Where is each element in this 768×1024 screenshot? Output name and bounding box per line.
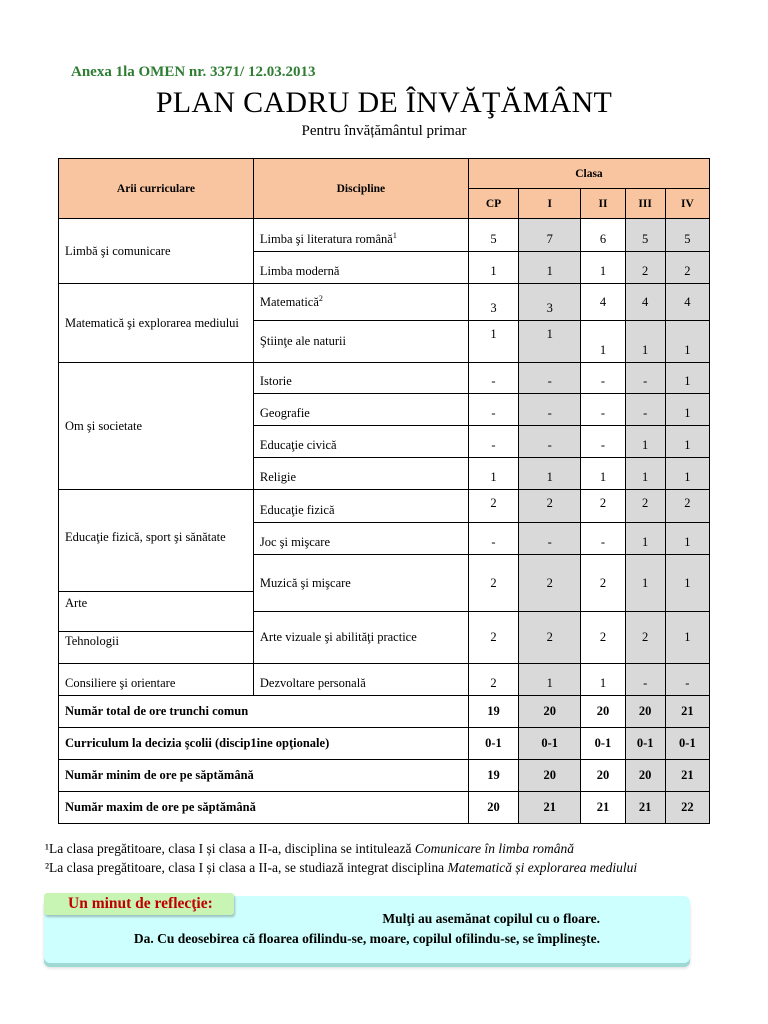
total-value: 20 (625, 696, 665, 728)
value-cell: 2 (468, 490, 518, 523)
value-cell: 2 (519, 490, 581, 523)
value-cell: 1 (625, 458, 665, 490)
total-value: 0-1 (468, 728, 518, 760)
curriculum-table (58, 158, 710, 824)
value-cell: 1 (625, 321, 665, 363)
total-row (59, 792, 710, 824)
discipline-cell: Joc şi mişcare (253, 523, 468, 555)
value-cell: 7 (519, 219, 581, 252)
header-grade-iv: IV (665, 189, 709, 219)
total-row (59, 760, 710, 792)
total-value: 21 (625, 792, 665, 824)
value-cell: 3 (468, 284, 518, 321)
discipline-cell: Limba şi literatura română$^1$ (253, 219, 468, 252)
header-class: Clasa (468, 159, 709, 189)
discipline-cell: Matematică$^2$ (253, 284, 468, 321)
value-cell: 2 (468, 612, 518, 664)
value-cell: 1 (468, 458, 518, 490)
discipline-cell: Religie (253, 458, 468, 490)
total-label: Curriculum la decizia şcolii (discip1ine opţionale) (59, 728, 469, 760)
value-cell: 1 (665, 458, 709, 490)
value-cell: - (519, 523, 581, 555)
table-row (59, 664, 710, 696)
table-row (59, 490, 710, 523)
value-cell: 1 (665, 523, 709, 555)
value-cell: - (581, 426, 625, 458)
area-cell: Om şi societate (59, 363, 254, 490)
value-cell: - (468, 394, 518, 426)
discipline-cell: Muzică şi mişcare (253, 555, 468, 612)
header-grade-iii: III (625, 189, 665, 219)
total-row (59, 728, 710, 760)
value-cell: 2 (468, 664, 518, 696)
value-cell: 4 (581, 284, 625, 321)
value-cell: 1 (468, 321, 518, 363)
area-cell: Matematică şi explorarea mediului (59, 284, 254, 363)
header-grade-i: I (519, 189, 581, 219)
discipline-cell: Limba modernă (253, 252, 468, 284)
area-cell: Limbă şi comunicare (59, 219, 254, 284)
total-value: 20 (468, 792, 518, 824)
value-cell: - (519, 426, 581, 458)
value-cell: - (468, 426, 518, 458)
page-subtitle: Pentru învățământul primar (301, 123, 467, 139)
area-cell: Tehnologii (59, 632, 254, 664)
reflection-quote-line-1: Mulţi au asemănat copilul cu o floare. (382, 911, 600, 926)
value-cell: 4 (665, 284, 709, 321)
area-cell: Arte (59, 592, 254, 632)
value-cell: 1 (665, 555, 709, 612)
table-row (59, 363, 710, 394)
total-value: 21 (581, 792, 625, 824)
value-cell: - (625, 394, 665, 426)
value-cell: 2 (519, 555, 581, 612)
value-cell: 1 (581, 321, 625, 363)
footnote-2: ²La clasa pregătitoare, clasa I și clasa a II-a, se studiază integrat disciplina Matematică și explorarea mediului (45, 860, 638, 875)
value-cell: 2 (625, 252, 665, 284)
header-grade-ii: II (581, 189, 625, 219)
value-cell: - (468, 523, 518, 555)
header-grade-cp: CP (468, 189, 518, 219)
total-value: 0-1 (519, 728, 581, 760)
discipline-cell: Ştiinţe ale naturii (253, 321, 468, 363)
value-cell: 1 (665, 363, 709, 394)
discipline-cell: Geografie (253, 394, 468, 426)
value-cell: 2 (581, 612, 625, 664)
total-label: Număr total de ore trunchi comun (59, 696, 469, 728)
discipline-cell: Educaţie civică (253, 426, 468, 458)
total-label: Număr minim de ore pe săptămână (59, 760, 469, 792)
value-cell: 2 (519, 612, 581, 664)
table-row (59, 284, 710, 321)
value-cell: 2 (625, 612, 665, 664)
discipline-cell: Educaţie fizică (253, 490, 468, 523)
discipline-cell: Arte vizuale şi abilităţi practice (253, 612, 468, 664)
value-cell: 1 (581, 458, 625, 490)
value-cell: 4 (625, 284, 665, 321)
total-value: 20 (625, 760, 665, 792)
total-value: 0-1 (665, 728, 709, 760)
value-cell: - (581, 523, 625, 555)
total-value: 20 (519, 760, 581, 792)
value-cell: 2 (665, 490, 709, 523)
value-cell: 1 (665, 394, 709, 426)
value-cell: 1 (519, 664, 581, 696)
value-cell: - (581, 394, 625, 426)
value-cell: 1 (625, 555, 665, 612)
value-cell: 1 (581, 664, 625, 696)
annex-reference: Anexa 1la OMEN nr. 3371/ 12.03.2013 (71, 64, 316, 80)
total-value: 21 (519, 792, 581, 824)
value-cell: 1 (581, 252, 625, 284)
value-cell: 5 (665, 219, 709, 252)
value-cell: - (665, 664, 709, 696)
value-cell: 1 (665, 426, 709, 458)
reflection-quote-line-2: Da. Cu deosebirea că floarea ofilindu-se, moare, copilul ofilindu-se, se împlineşte. (133, 931, 600, 946)
header-areas: Arii curriculare (59, 159, 254, 219)
total-value: 22 (665, 792, 709, 824)
total-value: 19 (468, 696, 518, 728)
value-cell: 5 (625, 219, 665, 252)
total-value: 20 (581, 696, 625, 728)
value-cell: 6 (581, 219, 625, 252)
total-value: 0-1 (581, 728, 625, 760)
value-cell: 1 (519, 252, 581, 284)
value-cell: 2 (468, 555, 518, 612)
value-cell: 1 (625, 523, 665, 555)
value-cell: - (519, 394, 581, 426)
footnote-1: ¹La clasa pregătitoare, clasa I și clasa a II-a, disciplina se intitulează Comunicare în limba română (45, 841, 574, 856)
header-disciplines: Discipline (253, 159, 468, 219)
total-value: 20 (519, 696, 581, 728)
total-label: Număr maxim de ore pe săptămână (59, 792, 469, 824)
total-value: 21 (665, 696, 709, 728)
value-cell: 1 (519, 458, 581, 490)
value-cell: 2 (581, 555, 625, 612)
table-row (59, 219, 710, 252)
total-value: 21 (665, 760, 709, 792)
value-cell: 2 (665, 252, 709, 284)
value-cell: - (519, 363, 581, 394)
value-cell: 1 (468, 252, 518, 284)
value-cell: 5 (468, 219, 518, 252)
value-cell: 2 (581, 490, 625, 523)
value-cell: 1 (665, 612, 709, 664)
discipline-cell: Istorie (253, 363, 468, 394)
value-cell: 3 (519, 284, 581, 321)
total-value: 19 (468, 760, 518, 792)
value-cell: - (625, 363, 665, 394)
area-cell: Consiliere şi orientare (59, 664, 254, 696)
area-cell: Educaţie fizică, sport şi sănătate (59, 490, 254, 592)
total-value: 20 (581, 760, 625, 792)
total-row (59, 696, 710, 728)
value-cell: 1 (625, 426, 665, 458)
page-title: PLAN CADRU DE ÎNVĂŢĂMÂNT (155, 86, 613, 119)
value-cell: - (581, 363, 625, 394)
value-cell: 1 (519, 321, 581, 363)
total-value: 0-1 (625, 728, 665, 760)
discipline-cell: Dezvoltare personală (253, 664, 468, 696)
value-cell: - (625, 664, 665, 696)
value-cell: - (468, 363, 518, 394)
value-cell: 1 (665, 321, 709, 363)
reflection-tab-label: Un minut de reflecţie: (44, 893, 234, 915)
value-cell: 2 (625, 490, 665, 523)
